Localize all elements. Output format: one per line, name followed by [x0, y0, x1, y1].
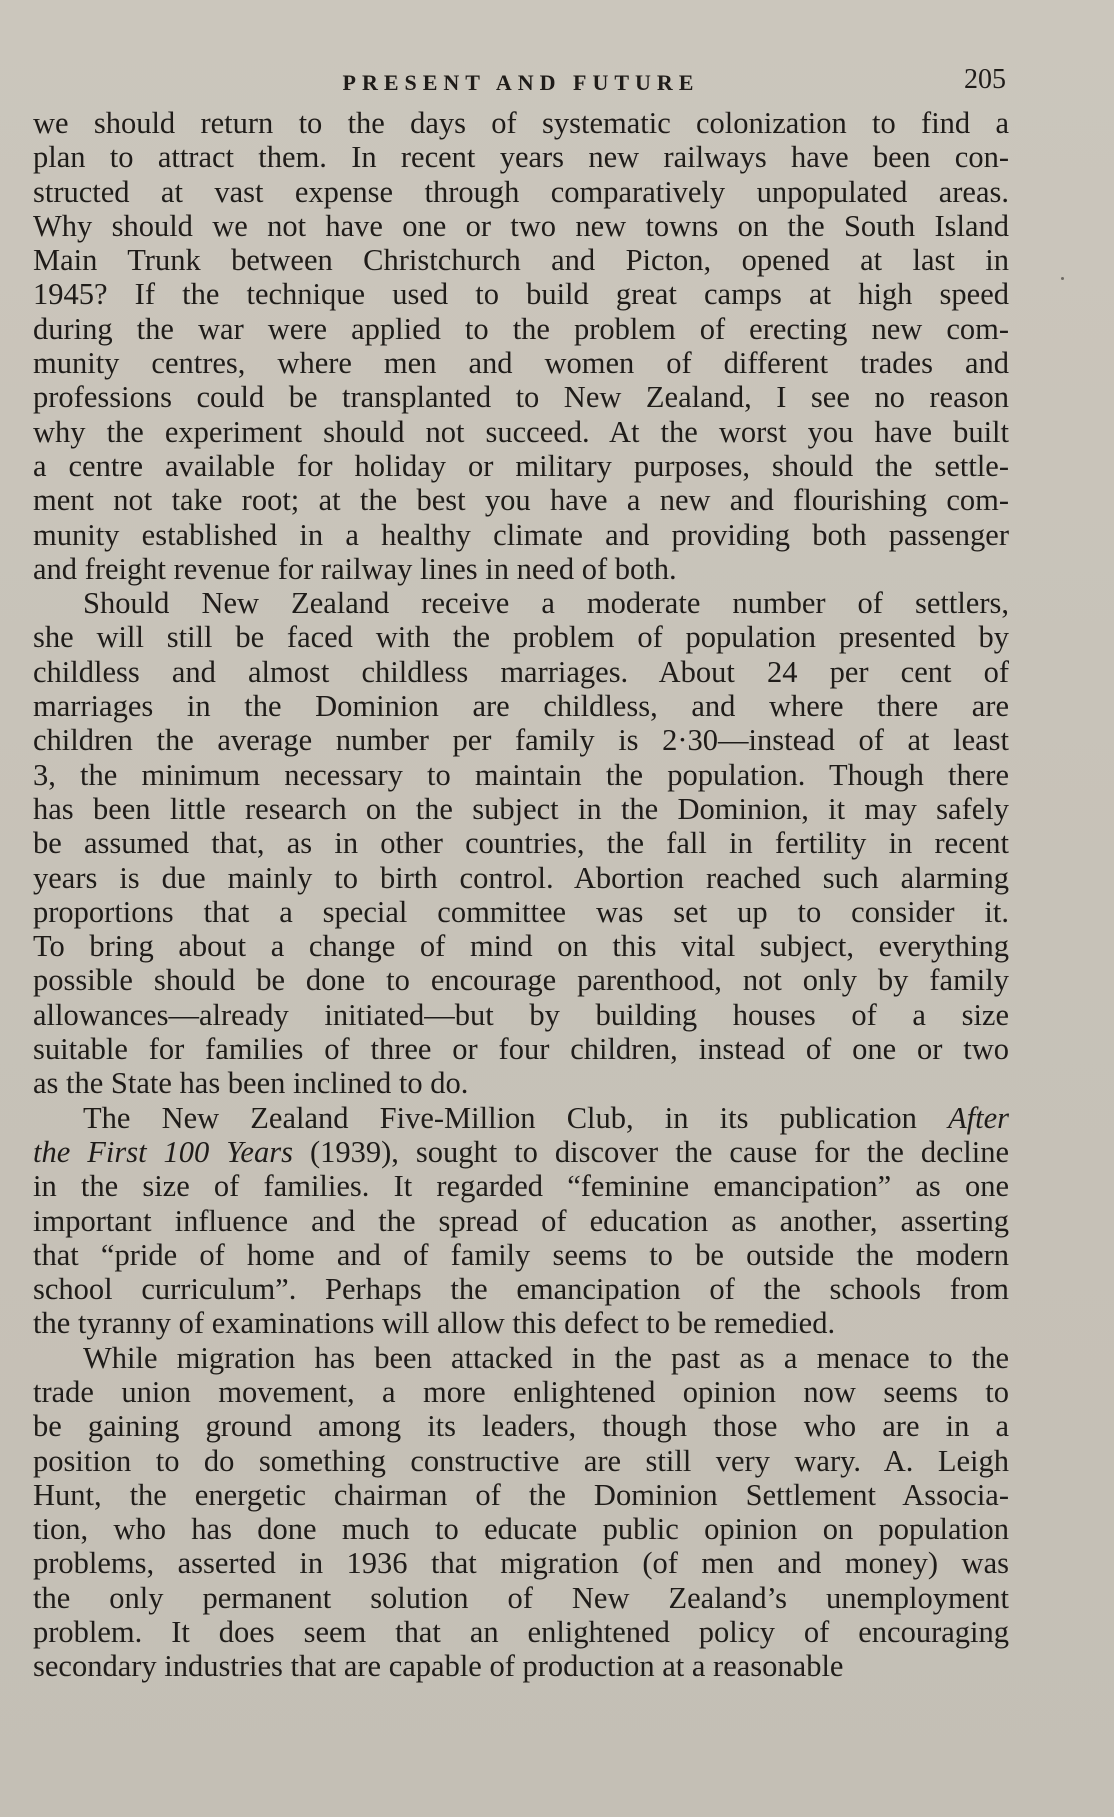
text-line: The New Zealand Five-Million Club, in its publication After — [83, 1100, 1009, 1135]
text-line: the only permanent solution of New Zealand’s unemployment — [33, 1580, 1009, 1615]
paper-speck — [1061, 277, 1064, 280]
text-line: a centre available for holiday or military purposes, should the settle- — [33, 448, 1009, 483]
text-line: be assumed that, as in other countries, the fall in fertility in recent — [33, 826, 1009, 861]
text-line: important influence and the spread of education as another, asserting — [33, 1203, 1009, 1238]
text-line: 3, the minimum necessary to maintain the population. Though there — [33, 757, 1009, 792]
text-line: tion, who has done much to educate public opinion on population — [33, 1512, 1009, 1547]
text-line: Should New Zealand receive a moderate number of settlers, — [83, 586, 1009, 621]
italic-title: After — [948, 1100, 1009, 1135]
text-line: secondary industries that are capable of production at a reasonable — [33, 1649, 844, 1684]
text-line: problems, asserted in 1936 that migration (of men and money) was — [33, 1546, 1009, 1581]
text-line: we should return to the days of systematic colonization to find a — [33, 106, 1009, 140]
running-head — [36, 62, 1006, 102]
text-line: position to do something constructive are still very wary. A. Leigh — [33, 1443, 1009, 1478]
text-line: problem. It does seem that an enlightened policy of encouraging — [33, 1615, 1009, 1650]
text-line: munity established in a healthy climate and providing both passenger — [33, 517, 1009, 552]
text-line: ment not take root; at the best you have a new and flourishing com- — [33, 483, 1009, 518]
text-line: the tyranny of examinations will allow this defect to be remedied. — [33, 1306, 836, 1341]
text-line: plan to attract them. In recent years new railways have been con- — [33, 140, 1009, 175]
paragraph — [33, 1341, 1009, 1684]
text-line: Hunt, the energetic chairman of the Dominion Settlement Associa- — [33, 1477, 1009, 1512]
text-line: 1945? If the technique used to build great camps at high speed — [33, 277, 1009, 312]
text-line: marriages in the Dominion are childless, and where there are — [33, 689, 1009, 724]
body-text — [33, 106, 1009, 1684]
text-line: trade union movement, a more enlightened opinion now seems to — [33, 1374, 1009, 1409]
text-line: children the average number per family is 2·30—instead of at least — [33, 723, 1009, 758]
text-line: as the State has been inclined to do. — [33, 1066, 469, 1101]
text-line: school curriculum”. Perhaps the emancipation of the schools from — [33, 1272, 1009, 1307]
page-number: 205 — [964, 64, 1006, 95]
text-line: why the experiment should not succeed. At the worst you have built — [33, 414, 1009, 449]
text-line: allowances—already initiated—but by building houses of a size — [33, 997, 1009, 1032]
text-line: Why should we not have one or two new towns on the South Island — [33, 208, 1009, 243]
running-head-title: PRESENT AND FUTURE — [342, 70, 700, 95]
paragraph — [33, 106, 1009, 586]
paragraph — [33, 586, 1009, 1100]
text-line: possible should be done to encourage parenthood, not only by family — [33, 963, 1009, 998]
text-line: has been little research on the subject in the Dominion, it may safely — [33, 791, 1009, 826]
text-line: To bring about a change of mind on this vital subject, everything — [33, 929, 1009, 964]
text-line: and freight revenue for railway lines in need of both. — [33, 551, 677, 586]
text-line: Main Trunk between Christchurch and Picton, opened at last in — [33, 243, 1009, 278]
text-line: proportions that a special committee was set up to consider it. — [33, 894, 1009, 929]
text-line: suitable for families of three or four children, instead of one or two — [33, 1032, 1009, 1067]
text-line: professions could be transplanted to New Zealand, I see no reason — [33, 380, 1009, 415]
italic-title: the First 100 Years — [33, 1134, 293, 1169]
text-line: munity centres, where men and women of different trades and — [33, 346, 1009, 381]
paragraph — [33, 1101, 1009, 1341]
text-line: in the size of families. It regarded “feminine emancipation” as one — [33, 1169, 1009, 1204]
text-line: that “pride of home and of family seems to be outside the modern — [33, 1237, 1009, 1272]
text-line: she will still be faced with the problem of population presented by — [33, 620, 1009, 655]
text-line: While migration has been attacked in the past as a menace to the — [83, 1340, 1009, 1375]
text-line: childless and almost childless marriages. About 24 per cent of — [33, 654, 1009, 689]
text-line: during the war were applied to the problem of erecting new com- — [33, 311, 1009, 346]
text-line: the First 100 Years (1939), sought to discover the cause for the decline — [33, 1134, 1009, 1169]
text-line: years is due mainly to birth control. Abortion reached such alarming — [33, 860, 1009, 895]
text-line: be gaining ground among its leaders, though those who are in a — [33, 1409, 1009, 1444]
text-line: structed at vast expense through comparatively unpopulated areas. — [33, 174, 1009, 209]
